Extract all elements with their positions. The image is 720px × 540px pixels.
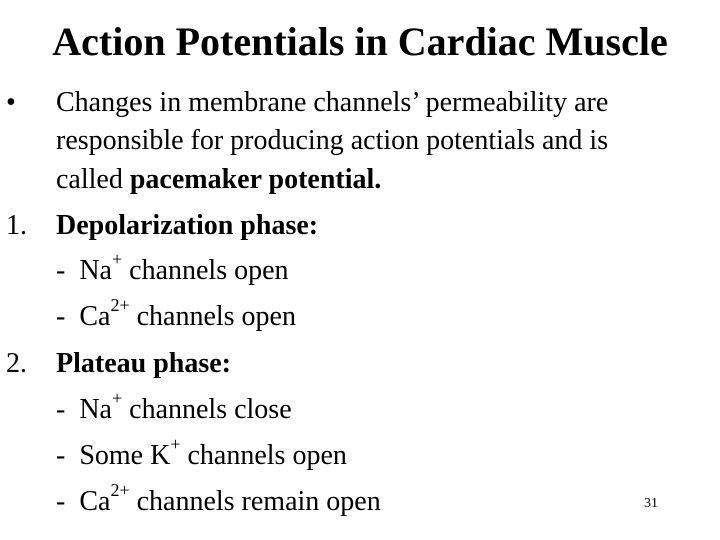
phase-2-item-3 <box>56 479 381 519</box>
phase-2-item-1 <box>56 387 292 427</box>
phase-2-marker: 2. <box>6 348 27 379</box>
item-text: channels open <box>129 301 296 332</box>
bullet-marker: • <box>6 87 16 118</box>
pacemaker-potential-term: pacemaker potential. <box>129 164 382 195</box>
dash: - <box>56 255 66 286</box>
ion-charge: + <box>170 433 181 454</box>
ion-name: Na <box>79 394 112 425</box>
dash: - <box>56 486 66 517</box>
bullet-line-1 <box>56 86 608 120</box>
dash: - <box>56 301 66 332</box>
phase-1-marker: 1. <box>6 210 27 241</box>
dash: - <box>56 394 66 425</box>
bullet-line-3 <box>56 163 381 197</box>
item-text: channels open <box>122 255 289 286</box>
bullet-text-2: responsible for producing action potentials and is <box>56 125 609 156</box>
phase-1-item-1 <box>56 248 289 288</box>
phase-1-heading: Depolarization phase: <box>56 210 319 241</box>
bullet-text-3-prefix: called <box>56 164 130 195</box>
bullet-line-2 <box>56 124 608 158</box>
item-text: channels remain open <box>129 486 381 517</box>
bullet-text-1: Changes in membrane channels’ permeability are <box>56 87 609 118</box>
item-text: channels open <box>180 440 347 471</box>
phase-1-item-2 <box>56 294 296 334</box>
ion-name: Some K <box>79 440 171 471</box>
ion-name: Ca <box>79 486 111 517</box>
slide-title: Action Potentials in Cardiac Muscle <box>52 19 668 64</box>
ion-charge: 2+ <box>110 479 130 500</box>
dash: - <box>56 440 66 471</box>
ion-charge: + <box>111 387 123 408</box>
ion-name: Ca <box>79 301 111 332</box>
ion-charge: 2+ <box>110 294 130 315</box>
page-number: 31 <box>644 496 658 511</box>
phase-2-heading: Plateau phase: <box>56 348 231 379</box>
ion-charge: + <box>111 248 123 269</box>
item-text: channels close <box>122 394 292 425</box>
phase-2-item-2 <box>56 433 347 473</box>
ion-name: Na <box>79 255 112 286</box>
